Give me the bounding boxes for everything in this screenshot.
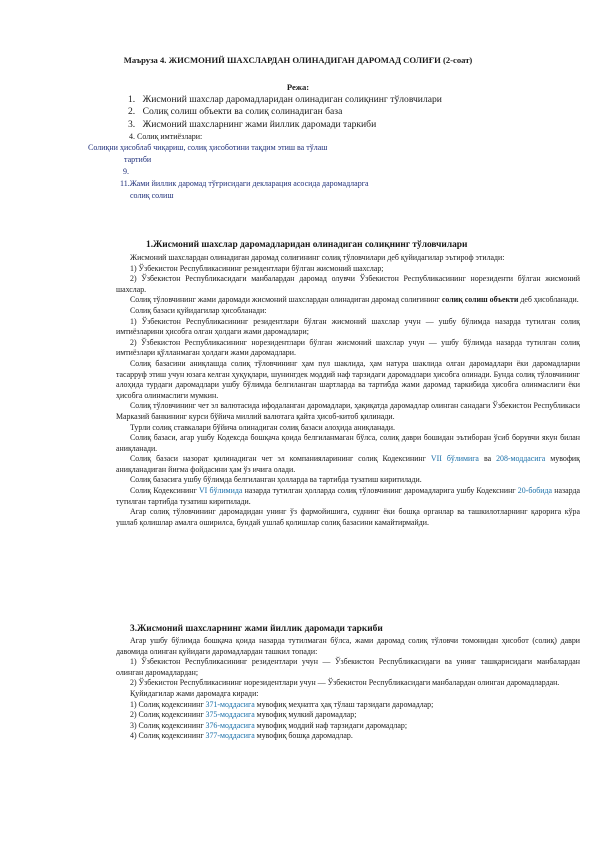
- section-3-body: [116, 636, 580, 742]
- plan-item-number: 3.: [128, 119, 136, 130]
- section-3-heading: 3.Жисмоний шахсларнинг жами йиллик даромади таркиби: [130, 624, 383, 634]
- paragraph: 2) Ўзбекистон Республикасидаги манбалардан даромад олувчи Ўзбекистон Республикасининг норезиденти бўлган жисмоний шахслар.: [116, 274, 580, 294]
- text-run: Солиқ тўловчининг жами даромади жисмоний шахслардан олинадиган даромад солиғининг: [130, 295, 442, 305]
- code-article-link[interactable]: 208-моддасига: [496, 454, 546, 464]
- paragraph: [116, 486, 580, 507]
- plan-item-text: Жисмоний шахслар даромадларидан олинадиган солиқнинг тўловчилари: [142, 94, 442, 105]
- paragraph: Солиқ базаси, агар ушбу Кодексда бошқача қоида белгиланмаган бўлса, солиқ даври бошидан эътиборан ўсиб борувчи якун билан аниқланади.: [116, 433, 580, 453]
- text-run: 4) Солиқ кодексининг: [130, 731, 206, 741]
- text-run: мувофиқ меҳнатга ҳақ тўлаш тарзидаги даромадлар;: [254, 699, 434, 709]
- plan-item-5-line2: тартиби: [124, 155, 152, 164]
- text-run: 2) Солиқ кодексининг: [130, 710, 206, 720]
- paragraph: Солиқ базаси қуйидагилар ҳисобланади:: [130, 305, 267, 315]
- paragraph: Солиқ базасига ушбу бўлимда белгиланган ҳолларда ва тартибда тузатиш киритилади.: [130, 475, 422, 485]
- text-run: деб ҳисобланади.: [518, 295, 579, 305]
- text-run: Солиқ Кодексининг: [130, 486, 199, 496]
- paragraph: 2) Ўзбекистон Республикасининг норезидентлари бўлган жисмоний шахслар учун — ушбу бўлимда назарда тутилган солиқ имтиёзлари қўлланмаган ҳолдаги жами даромадлари.: [116, 337, 580, 358]
- plan-item-text: Жисмоний шахсларнинг жами йиллик даромади таркиби: [142, 119, 377, 130]
- plan-item-11-line1: 11.Жами йиллик даромад тўғрисидаги декларация асосида даромадларга: [120, 179, 369, 188]
- list-item: [116, 710, 580, 721]
- code-article-link[interactable]: 371-моддасига: [205, 699, 255, 709]
- paragraph: 2) Ўзбекистон Республикасининг норезидентлари учун — Ўзбекистон Республикасидаги манбалардан олинган даромадлардан.: [130, 678, 560, 688]
- paragraph: Агар ушбу бўлимда бошқача қоида назарда тутилмаган бўлса, жами даромад солиқ тўловчи томонидан ҳисобот (солиқ) даври давомида олинган қуйидаги даромадлардан ташкил топади:: [116, 636, 580, 656]
- paragraph: Турли солиқ ставкалари бўйича олинадиган солиқ базаси алоҳида аниқланади.: [130, 422, 395, 432]
- section-1-heading: 1.Жисмоний шахслар даромадларидан олинадиган солиқнинг тўловчилари: [146, 240, 468, 250]
- plan-item-2: [128, 106, 342, 117]
- code-article-link[interactable]: 376-моддасига: [205, 720, 255, 730]
- paragraph: 1) Ўзбекистон Республикасининг резидентлари бўлган жисмоний шахслар учун — ушбу бўлимда назарда тутилган солиқ имтиёзларини ҳисобга олган ҳолдаги жами даромадлари;: [116, 316, 580, 337]
- paragraph: [116, 295, 580, 306]
- paragraph: Агар солиқ тўловчининг даромадидан унинг ўз фармойишига, суднинг ёки бошқа органлар ва ташкилотларнинг қарорига кўра ушлаб қолишлар амалга оширилса, бундай ушлаб қолишлар солиқ базасини камайтирмайди.: [116, 507, 580, 527]
- code-article-link[interactable]: 377-моддасига: [205, 731, 255, 741]
- paragraph: 1) Ўзбекистон Республикасининг резидентлари учун — Ўзбекистон Республикасидаги ва унинг ташқарисидаги манбалардан олинган даромадлардан;: [116, 657, 580, 677]
- plan-item-1: [128, 94, 442, 105]
- section-1-body: [116, 253, 580, 528]
- plan-item-number: 1.: [128, 94, 136, 105]
- paragraph: Солиқ тўловчининг чет эл валютасида ифодаланган даромадлари, ҳақиқатда даромадлар олинган санадаги Ўзбекистон Республикаси Марказий банкининг курси бўйича миллий валютага қайта ҳисоб-китоб қилинади.: [116, 401, 580, 421]
- plan-item-9: 9.: [123, 167, 129, 176]
- paragraph: Жисмоний шахслардан олинадиган даромад солиғининг солиқ тўловчилари деб қуйидагилар эътироф этилади:: [130, 253, 505, 262]
- paragraph: Қуйидагилар жами даромадга киради:: [130, 688, 259, 698]
- text-run: мувофиқ моддий наф тарзидаги даромадлар;: [254, 720, 408, 730]
- plan-item-4: 4. Солиқ имтиёзлари:: [129, 132, 203, 141]
- paragraph: 1) Ўзбекистон Республикасининг резидентлари бўлган жисмоний шахслар;: [130, 263, 384, 273]
- plan-item-11-line2: солиқ солиш: [130, 191, 174, 200]
- list-item: [116, 700, 580, 711]
- bold-term: солиқ солиш объекти: [441, 295, 519, 305]
- paragraph: [116, 454, 580, 475]
- code-chapter-link[interactable]: 20-бобида: [517, 486, 553, 496]
- plan-item-5-line1: Солиқни ҳисоблаб чиқариш, солиқ ҳисоботини тақдим этиш ва тўлаш: [88, 143, 328, 152]
- list-item: [116, 731, 580, 742]
- code-article-link[interactable]: 375-моддасига: [205, 710, 255, 720]
- text-run: 3) Солиқ кодексининг: [130, 720, 206, 730]
- plan-item-text: Солиқ солиш объекти ва солиқ солинадиган база: [142, 106, 343, 117]
- text-run: назарда тутилган тартибда тузатиш киритилади.: [116, 486, 580, 506]
- text-run: 1) Солиқ кодексининг: [130, 699, 206, 709]
- plan-item-3: [128, 119, 376, 130]
- lecture-title: Маъруза 4. ЖИСМОНИЙ ШАХСЛАРДАН ОЛИНАДИГАН ДАРОМАД СОЛИҒИ (2-соат): [123, 55, 473, 65]
- text-run: ва: [478, 454, 497, 464]
- text-run: мувофиқ бошқа даромадлар.: [254, 731, 353, 741]
- plan-heading: Режа:: [286, 82, 310, 92]
- plan-item-number: 2.: [128, 106, 136, 117]
- code-section-link[interactable]: VII бўлимига: [430, 454, 479, 464]
- paragraph: Солиқ базасини аниқлашда солиқ тўловчининг ҳам пул шаклида, ҳам натура шаклида олган даромадлари ёки даромадларни тасарруф этиш учун юзага келган ҳуқуқлари, шунингдек моддий наф тарзидаги даромадлари ҳисобга олинади. Бунда солиқ тўловчининг алоҳида турдаги даромадлари ушбу бўлимда белгиланган шартларда ва тартибда жами даромад таркибида ҳисобга олинмаслиги ёки ҳисобга олинмаслиги мумкин.: [116, 358, 580, 400]
- text-run: Солиқ базаси назорат қилинадиган чет эл компанияларининг солиқ Кодексининг: [130, 454, 431, 464]
- text-run: назарда тутилган ҳолларда солиқ тўловчининг даромадларига ушбу Кодекснинг: [242, 486, 518, 496]
- text-run: мувофиқ аниқланадиган йиғма фойдасини ҳам ўз ичига олади.: [116, 454, 580, 474]
- text-run: мувофиқ мулкий даромадлар;: [254, 710, 357, 720]
- list-item: [116, 721, 580, 732]
- code-section-link[interactable]: VI бўлимида: [198, 486, 243, 496]
